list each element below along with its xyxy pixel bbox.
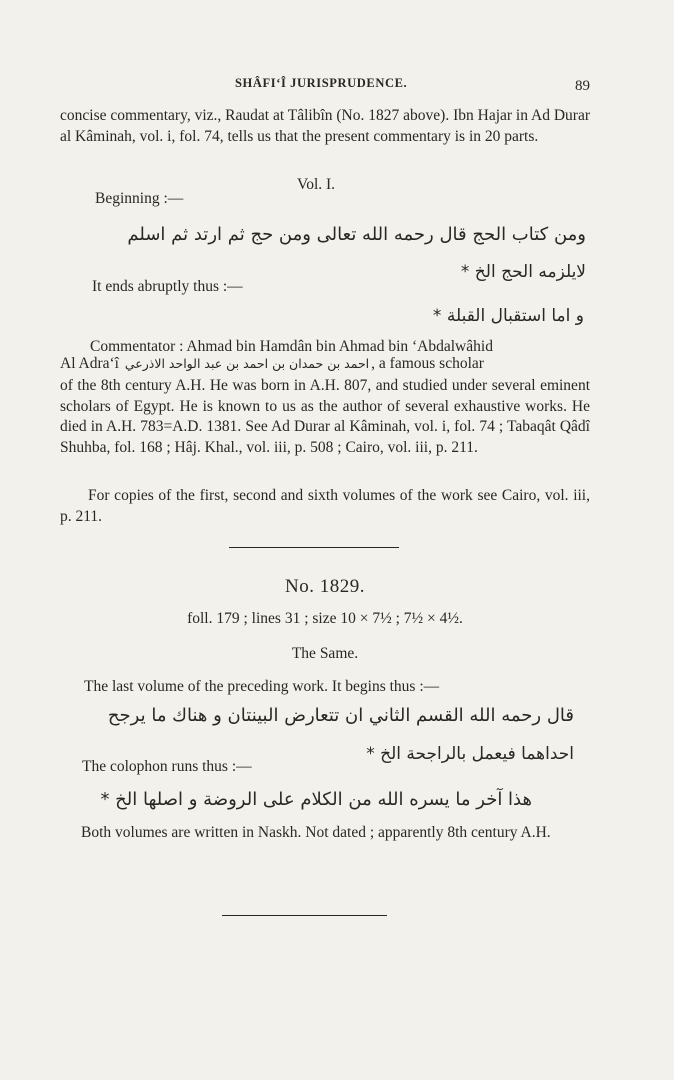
begins-arabic-line-2: احداهما فيعمل بالراجحة الخ * — [366, 744, 574, 764]
page-number: 89 — [575, 78, 590, 94]
volume-label: Vol. I. — [297, 176, 336, 193]
colophon-arabic: هذا آخر ما يسره الله من الكلام على الروضة و اصلها الخ * — [100, 789, 532, 810]
entry-same: The Same. — [291, 645, 359, 662]
beginning-label: Beginning :— — [95, 190, 184, 207]
copies-paragraph: For copies of the first, second and sixth volumes of the work see Cairo, vol. iii, p. 211. — [60, 487, 590, 525]
end-divider — [222, 915, 387, 916]
beginning-arabic-line-2: لايلزمه الحج الخ * — [460, 262, 586, 282]
commentator-paragraph: of the 8th century A.H. He was born in A.H. 807, and studied under several eminent scholars of Egypt. He is known to us as the author of several exhaustive works. He died in A.H. 783=A.D. 1381. See Ad Durar al Kâminah, vol. i, fol. 74 ; Tabaqât Qâdî Shuhba, fol. 168 ; Hâj. Khal., vol. iii, p. 508 ; Cairo, vol. iii, p. 211. — [60, 377, 590, 456]
entry-details: foll. 179 ; lines 31 ; size 10 × 7½ ; 7½ × 4½. — [187, 610, 463, 627]
section-divider — [229, 547, 399, 548]
entry-number: No. 1829. — [285, 576, 365, 597]
running-title: SHÂFI‘Î JURISPRUDENCE. — [235, 76, 408, 90]
begins-arabic-line-1: قال رحمه الله القسم الثاني ان تتعارض البينتان و هناك ما يرجح — [107, 705, 574, 726]
ends-label: It ends abruptly thus :— — [92, 278, 243, 295]
commentator-line-2 — [60, 355, 484, 373]
colophon-label: The colophon runs thus :— — [82, 758, 252, 775]
closing-paragraph: Both volumes are written in Naskh. Not dated ; apparently 8th century A.H. — [81, 824, 551, 841]
ends-arabic: و اما استقبال القبلة * — [432, 306, 584, 326]
intro-paragraph: concise commentary, viz., Raudat at Tâlibîn (No. 1827 above). Ibn Hajar in Ad Durar al Kâminah, vol. i, fol. 74, tells us that the present commentary is in 20 parts. — [60, 107, 590, 145]
commentator-name-arabic: احمد بن حمدان بن احمد بن عبد الواحد الاذرعي — [124, 356, 370, 371]
commentator-line-1: Commentator : Ahmad bin Hamdân bin Ahmad bin ‘Abdalwâhid — [90, 338, 493, 355]
commentator-name-latin: Al Adra‘î — [60, 355, 119, 372]
entry-description: The last volume of the preceding work. It begins thus :— — [84, 678, 440, 695]
commentator-line-2-end: , a famous scholar — [371, 355, 484, 372]
beginning-arabic-line-1: ومن كتاب الحج قال رحمه الله تعالى ومن حج ثم ارتد ثم اسلم — [127, 224, 586, 245]
